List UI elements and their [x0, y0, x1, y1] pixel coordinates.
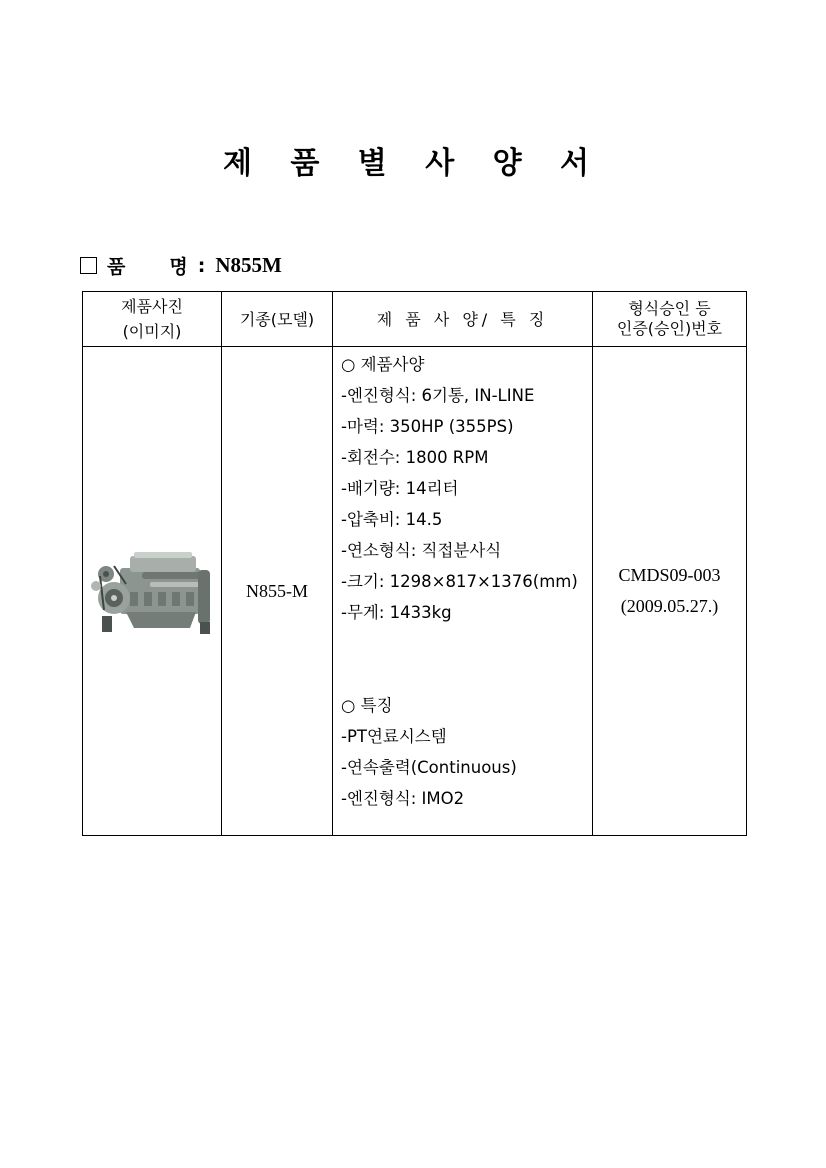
spec-item: -무게: 1433kg — [341, 603, 452, 622]
header-photo-line2: (이미지) — [122, 322, 182, 341]
header-photo — [83, 292, 222, 347]
spec-item: -마력: 350HP (355PS) — [341, 417, 514, 436]
page-title: 제 품 별 사 양 서 — [222, 146, 604, 181]
product-colon: : — [197, 254, 206, 277]
header-cert-line2: 인증(승인)번호 — [616, 319, 723, 338]
table-row — [83, 347, 747, 836]
product-label: 품 명 — [107, 256, 188, 278]
header-photo-line1: 제품사진 — [121, 297, 183, 316]
spec-item: -회전수: 1800 RPM — [341, 448, 489, 467]
table-header-row — [83, 292, 747, 347]
header-cert — [593, 292, 747, 347]
spec-section-title: ○ 제품사양 — [341, 355, 425, 374]
header-model: 기종(모델) — [222, 292, 333, 347]
product-name-line — [80, 252, 282, 279]
spec-item: -크기: 1298×817×1376(mm) — [341, 572, 578, 591]
feature-item: -PT연료시스템 — [341, 727, 447, 746]
spec-item: -배기량: 14리터 — [341, 479, 459, 498]
feature-item: -연속출력(Continuous) — [341, 758, 517, 777]
cert-number: CMDS09-003 — [618, 565, 721, 585]
photo-cell — [83, 347, 222, 836]
header-cert-line1: 형식승인 등 — [628, 299, 711, 318]
cert-date: (2009.05.27.) — [620, 596, 719, 616]
product-name-value: N855M — [215, 253, 282, 277]
cert-cell — [593, 347, 747, 836]
checkbox-square-icon — [80, 257, 97, 274]
spacer — [341, 628, 592, 659]
feature-section-title: ○ 특징 — [341, 696, 393, 715]
spec-item: -엔진형식: 6기통, IN-LINE — [341, 386, 535, 405]
spacer — [341, 659, 592, 690]
engine-image — [90, 546, 214, 636]
feature-item: -엔진형식: IMO2 — [341, 789, 465, 808]
spec-cell — [333, 347, 593, 836]
spec-table — [82, 291, 747, 836]
header-spec: 제 품 사 양/ 특 징 — [333, 292, 593, 347]
spec-item: -압축비: 14.5 — [341, 510, 443, 529]
spec-item: -연소형식: 직접분사식 — [341, 541, 502, 560]
model-cell: N855-M — [222, 347, 333, 836]
